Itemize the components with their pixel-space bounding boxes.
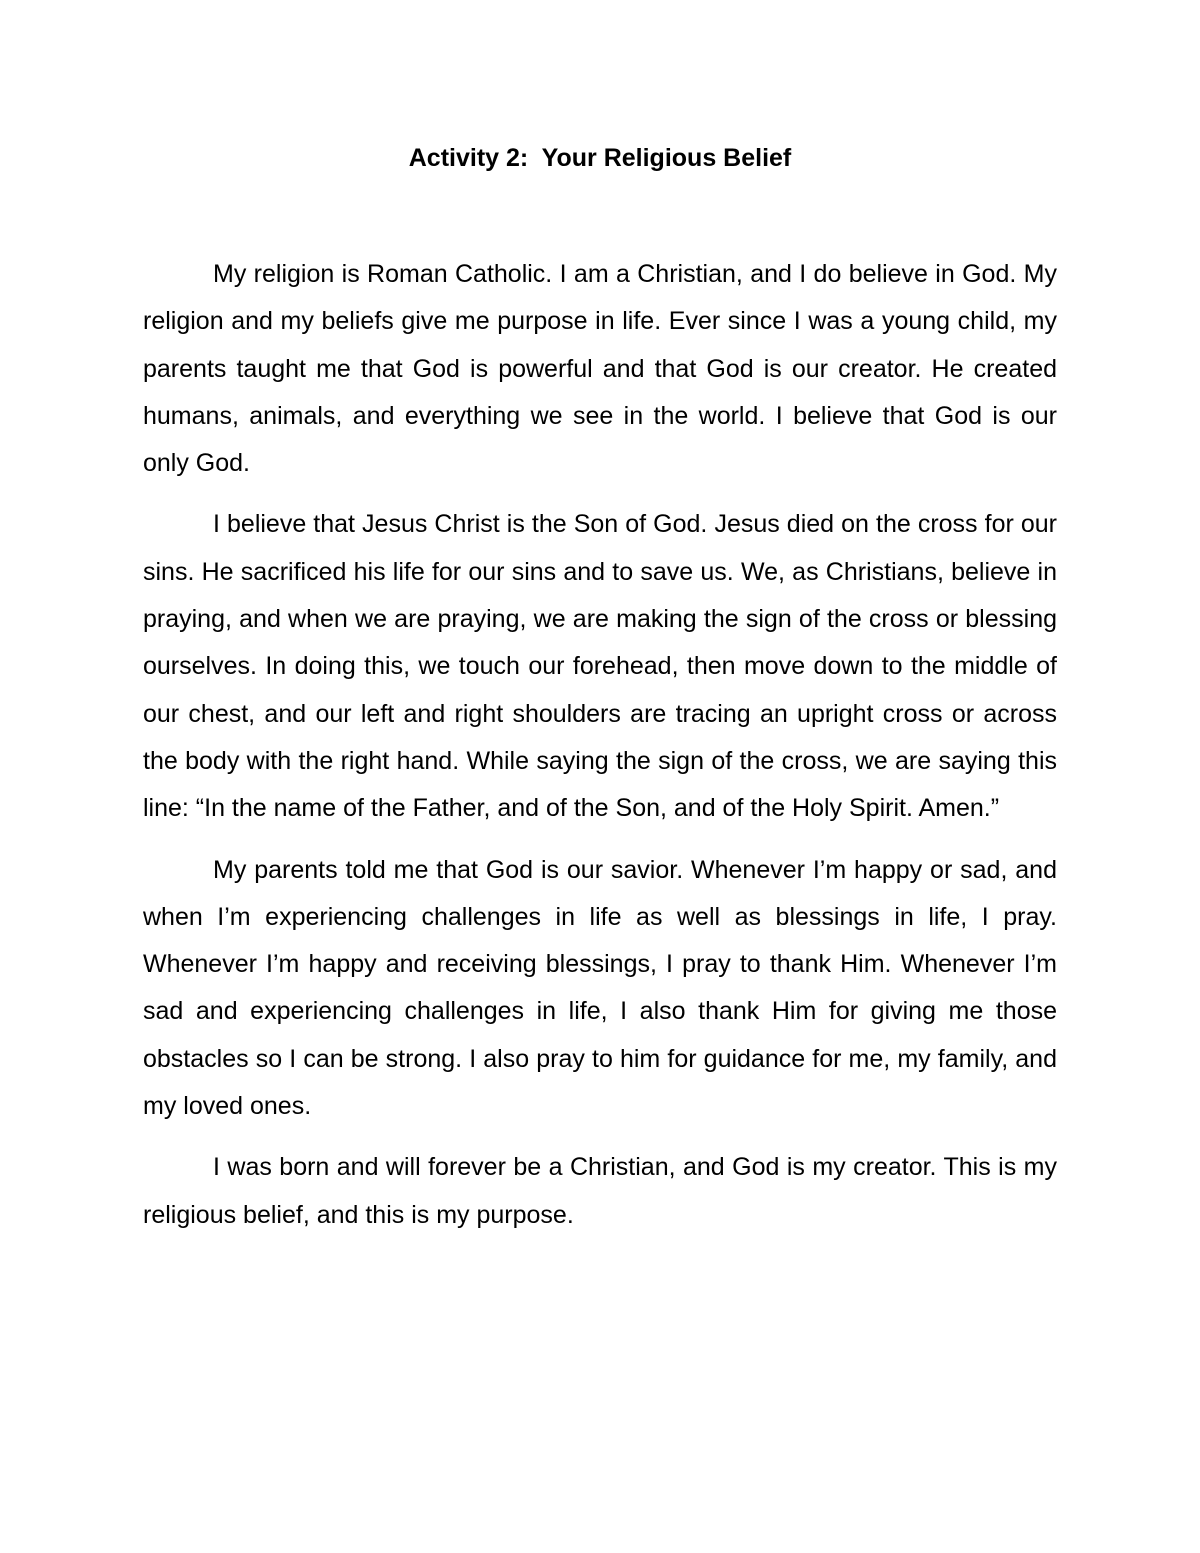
paragraph-religion-intro: My religion is Roman Catholic. I am a Christian, and I do believe in God. My religion and my beliefs give me purpose in life. Ever since I was a young child, my parents taught me that God is powerful and that God is our creator. He created humans, animals, and everything we see in the world. I believe that God is our only God. — [143, 260, 1057, 478]
paragraph-prayer: My parents told me that God is our savior. Whenever I’m happy or sad, and when I’m experiencing challenges in life as well as blessings in life, I pray. Whenever I’m happy and receiving blessings, I pray to thank Him. Whenever I’m sad and experiencing challenges in life, I also thank Him for giving me those obstacles so I can be strong. I also pray to him for guidance for me, my family, and my loved ones. — [143, 855, 1057, 1121]
paragraph-conclusion: I was born and will forever be a Christian, and God is my creator. This is my religious belief, and this is my purpose. — [143, 1153, 1057, 1229]
paragraph-jesus-christ: I believe that Jesus Christ is the Son of God. Jesus died on the cross for our sins. He sacrificed his life for our sins and to save us. We, as Christians, believe in praying, and when we are praying, we are making the sign of the cross or blessing ourselves. In doing this, we touch our forehead, then move down to the middle of our chest, and our left and right shoulders are tracing an upright cross or across the body with the right hand. While saying the sign of the cross, we are saying this line: “In the name of the Father, and of the Son, and of the Holy Spirit. Amen.” — [143, 510, 1057, 823]
document-body — [143, 251, 1057, 1253]
document-title: Activity 2: Your Religious Belief — [408, 144, 792, 172]
